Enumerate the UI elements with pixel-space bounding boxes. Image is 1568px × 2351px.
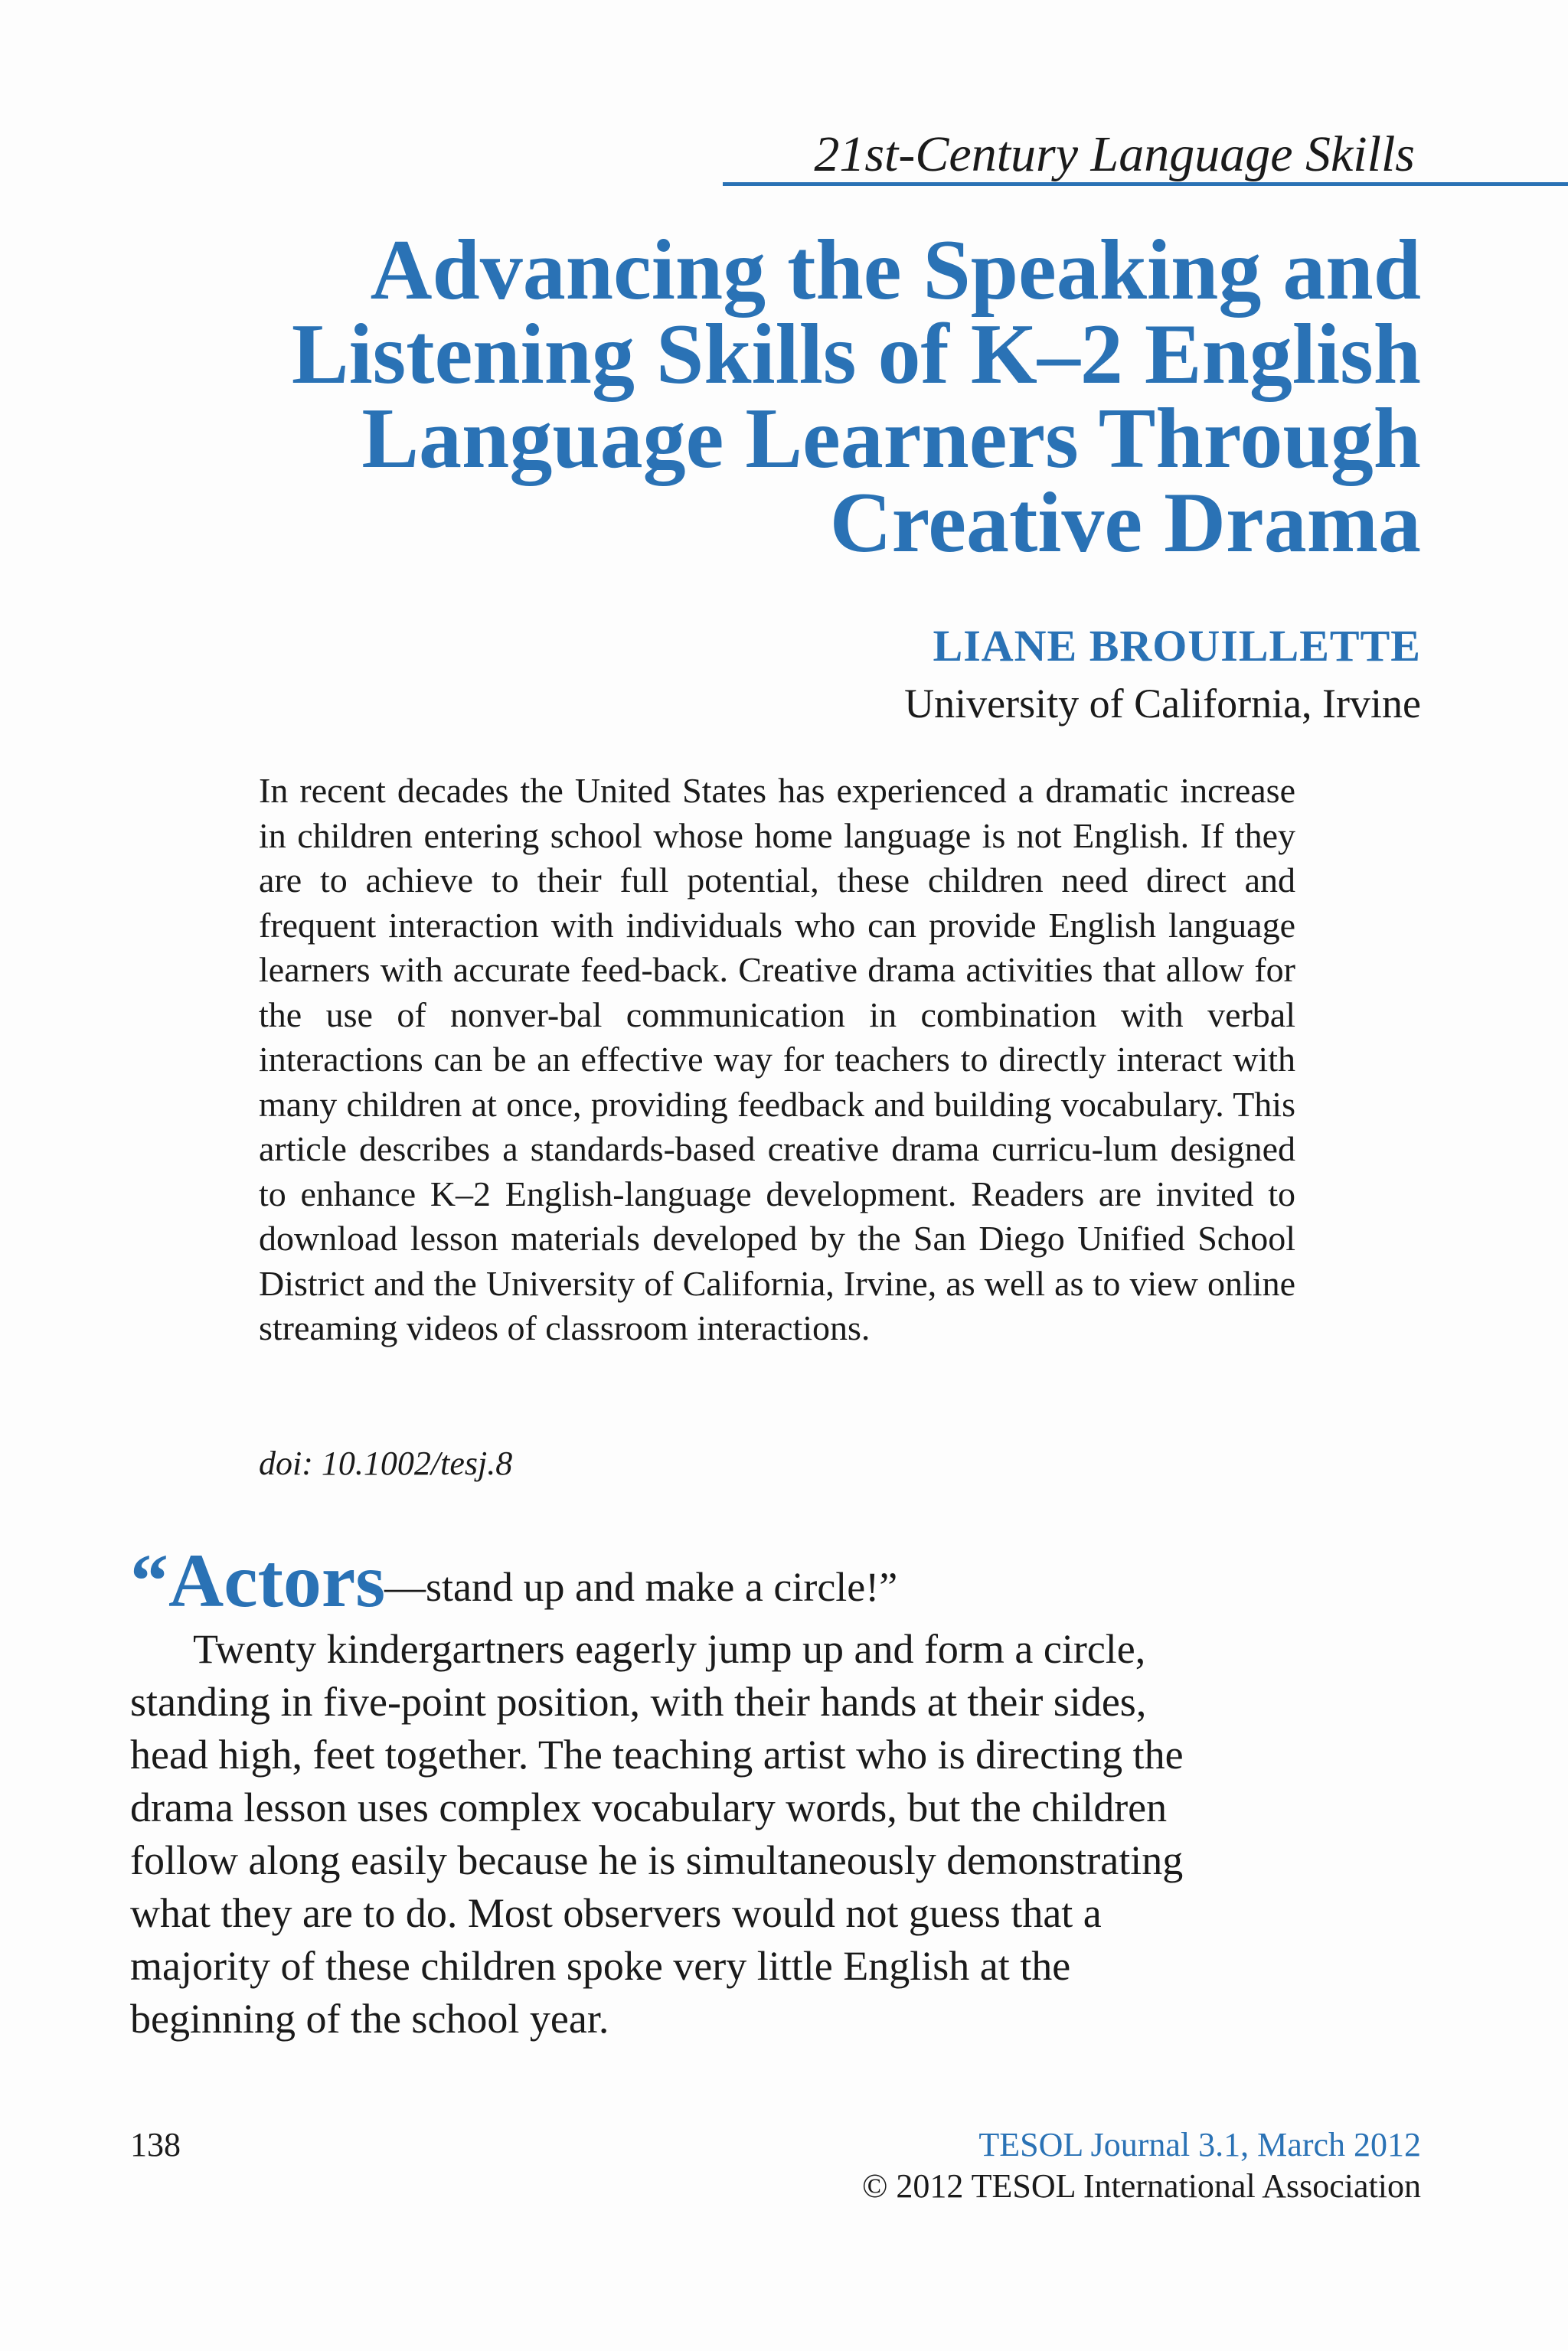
page-number: 138 (130, 2126, 181, 2163)
abstract: In recent decades the United States has experienced a dramatic increase in children entering school whose home language is not English. If they are to achieve to their full potential, these children need direct and frequent interaction with individuals who can provide English language learners with accurate feed-back. Creative drama activities that allow for the use of nonver-bal communication in combination with verbal interactions can be an effective way for teachers to directly interact with many children at once, providing feedback and building vocabulary. This article describes a standards-based creative drama curricu-lum designed to enhance K–2 English-language development. Readers are invited to download lesson materials developed by the San Diego Unified School District and the University of California, Irvine, as well as to view online streaming videos of classroom interactions. (259, 771, 1295, 1347)
paragraph-line: Twenty kindergartners eagerly jump up and form a circle, (193, 1626, 1146, 1672)
paragraph-line: follow along easily because he is simultaneously demonstrating (130, 1837, 1184, 1883)
paragraph-line: majority of these children spoke very little English at the (130, 1943, 1071, 1989)
body-text (130, 1539, 1386, 2046)
section-rule (723, 182, 1568, 186)
paragraph-line: what they are to do. Most observers would not guess that a (130, 1890, 1102, 1936)
paragraph-line: beginning of the school year. (130, 1996, 609, 2042)
copyright-notice: © 2012 TESOL International Association (862, 2167, 1421, 2205)
paragraph-line: standing in five-point position, with their hands at their sides, (130, 1679, 1147, 1725)
section-label: 21st-Century Language Skills (814, 126, 1415, 182)
opening-emphasis: “Actors (130, 1538, 386, 1623)
opening-rest: —stand up and make a circle!” (384, 1564, 898, 1610)
author-name: LIANE BROUILLETTE (933, 621, 1421, 671)
title-line: Advancing the Speaking and (370, 223, 1421, 318)
title-line: Language Learners Through (361, 391, 1421, 486)
journal-citation[interactable]: TESOL Journal 3.1, March 2012 (978, 2126, 1421, 2163)
title-line: Creative Drama (829, 475, 1421, 570)
opening-line (130, 1539, 1386, 1623)
doi-link[interactable]: doi: 10.1002/tesj.8 (259, 1445, 513, 1482)
paragraph-line: drama lesson uses complex vocabulary words, but the children (130, 1784, 1168, 1830)
title-line: Listening Skills of K–2 English (291, 307, 1421, 402)
author-affiliation: University of California, Irvine (904, 681, 1421, 727)
article-title (43, 223, 1421, 570)
paragraph-line: head high, feet together. The teaching artist who is directing the (130, 1732, 1184, 1778)
